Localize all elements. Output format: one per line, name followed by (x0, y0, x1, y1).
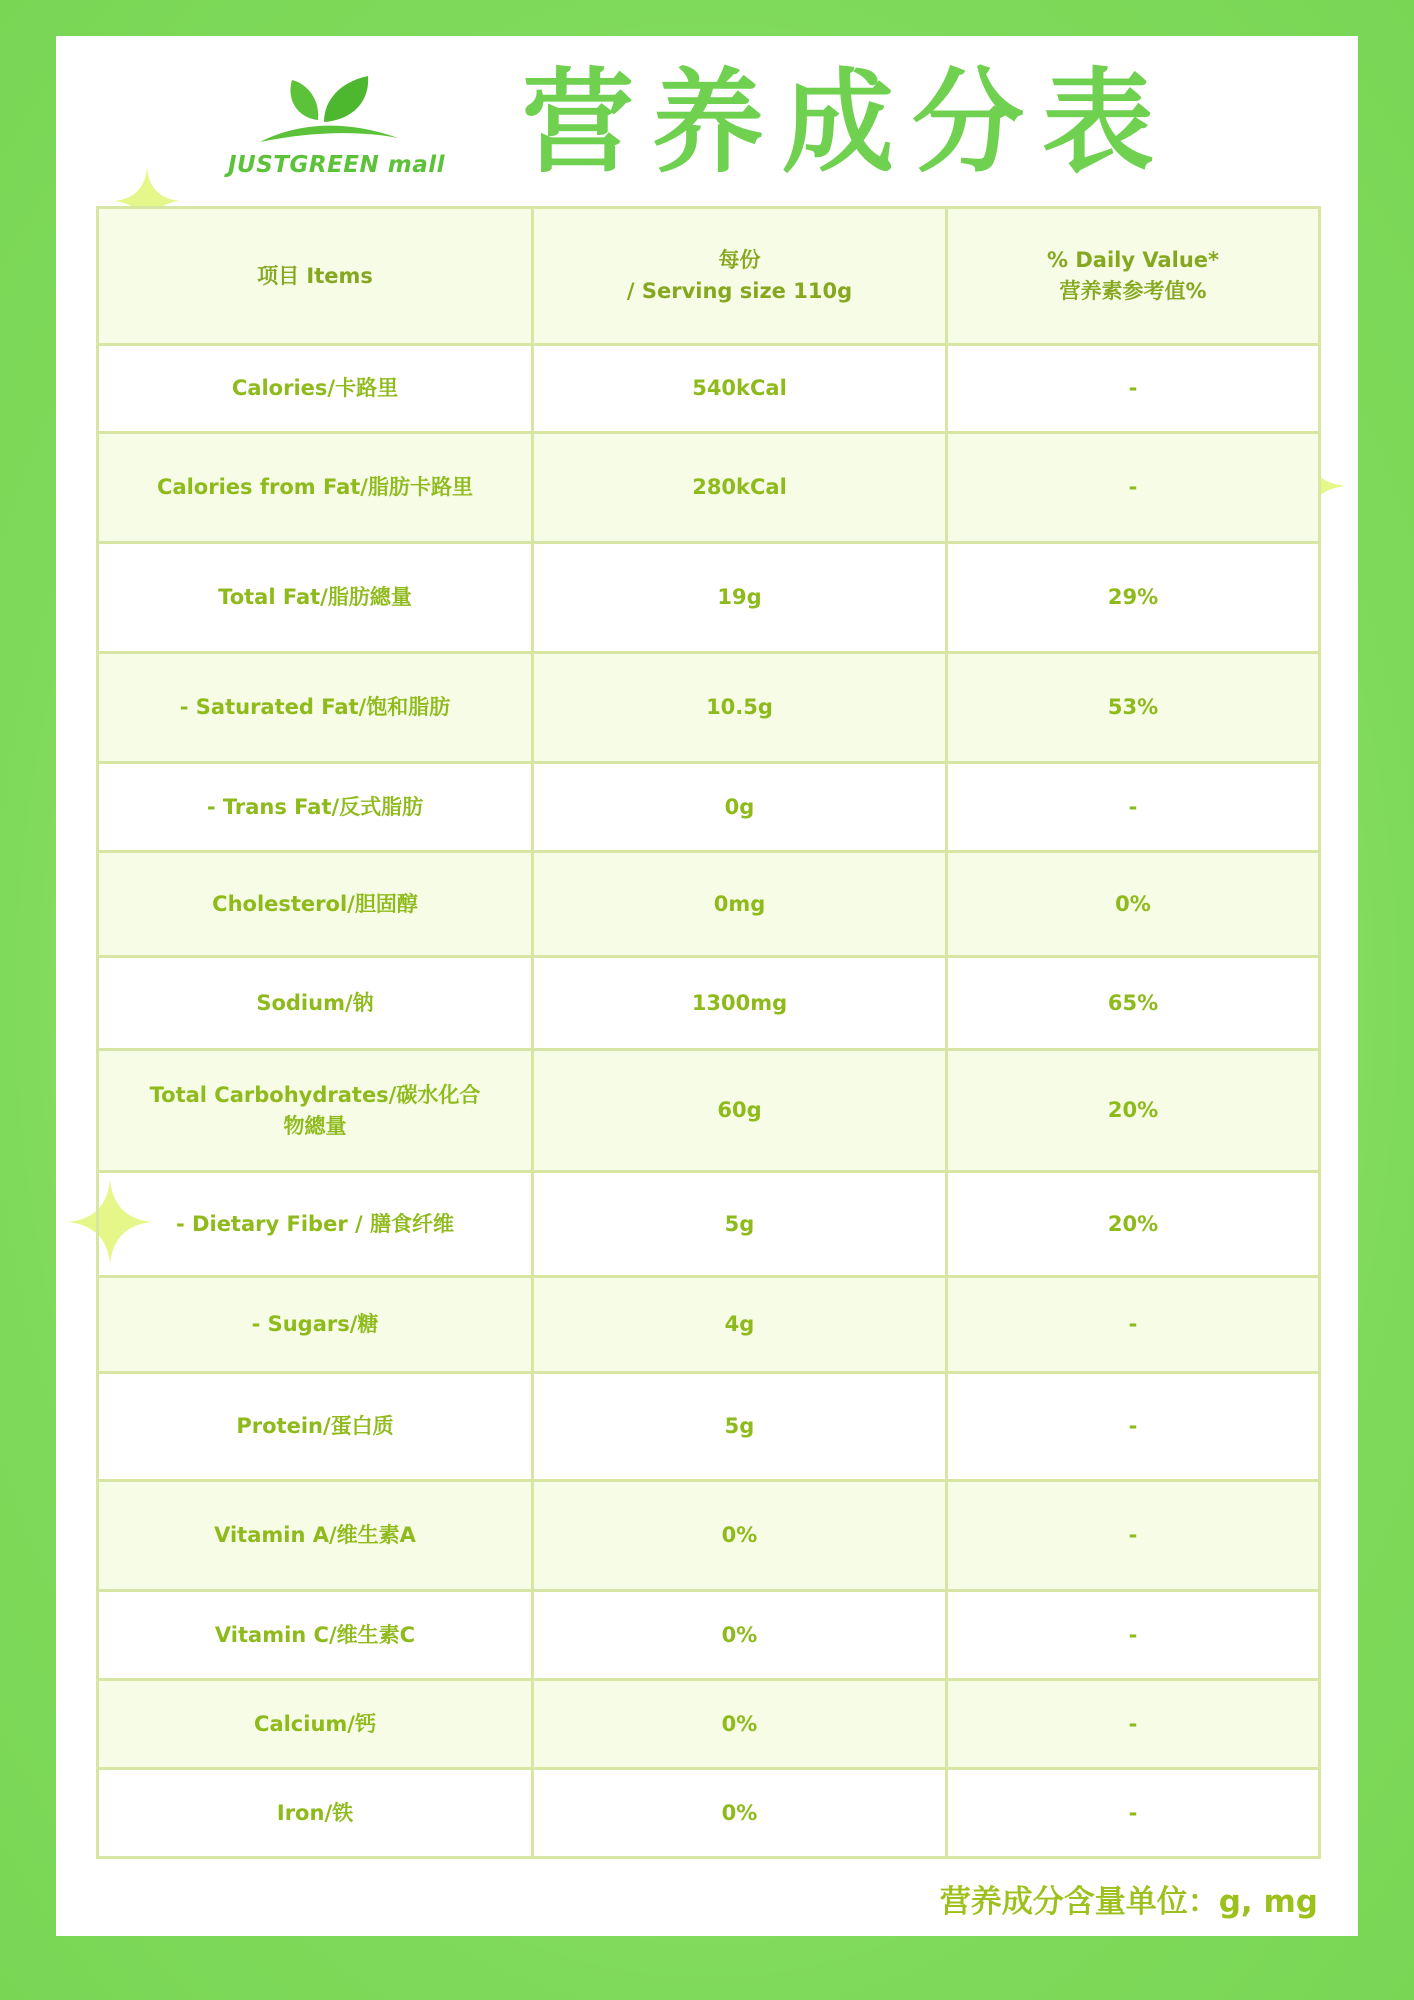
row-amount: 19g (533, 543, 947, 653)
row-daily-value: 20% (947, 1172, 1320, 1277)
row-daily-value: 65% (947, 957, 1320, 1050)
table-row (98, 852, 1320, 957)
row-item: Sodium/钠 (98, 957, 533, 1050)
row-amount: 0% (533, 1481, 947, 1591)
row-amount: 5g (533, 1172, 947, 1277)
row-amount: 0% (533, 1769, 947, 1858)
row-amount: 0% (533, 1680, 947, 1769)
header-items: 项目 Items (98, 208, 533, 345)
row-daily-value: 29% (947, 543, 1320, 653)
table-row (98, 1277, 1320, 1373)
row-amount: 5g (533, 1373, 947, 1481)
leaf-logo-icon (258, 70, 408, 150)
brand-logo-text: JUSTGREEN mall (228, 152, 446, 178)
table-row (98, 1050, 1320, 1172)
row-daily-value: - (947, 1680, 1320, 1769)
table-row (98, 1591, 1320, 1680)
row-daily-value: - (947, 1373, 1320, 1481)
row-item: - Saturated Fat/饱和脂肪 (98, 653, 533, 763)
row-item: Total Carbohydrates/碳水化合 物總量 (98, 1050, 533, 1172)
header-daily-value: % Daily Value* 营养素参考值% (947, 208, 1320, 345)
row-daily-value: - (947, 1591, 1320, 1680)
table-row (98, 1481, 1320, 1591)
row-amount: 280kCal (533, 433, 947, 543)
row-amount: 540kCal (533, 345, 947, 433)
table-header-row (98, 208, 1320, 345)
brand-logo (228, 70, 448, 185)
row-daily-value: - (947, 763, 1320, 852)
unit-note: 营养成分含量单位：g, mg (939, 1884, 1318, 1920)
table-row (98, 957, 1320, 1050)
row-amount: 1300mg (533, 957, 947, 1050)
row-daily-value: 20% (947, 1050, 1320, 1172)
row-item: - Trans Fat/反式脂肪 (98, 763, 533, 852)
row-daily-value: - (947, 1769, 1320, 1858)
row-item: Vitamin C/维生素C (98, 1591, 533, 1680)
table-row (98, 1172, 1320, 1277)
nutrition-table (96, 206, 1321, 1859)
row-item: - Sugars/糖 (98, 1277, 533, 1373)
row-daily-value: 0% (947, 852, 1320, 957)
table-row (98, 345, 1320, 433)
row-item: Calories from Fat/脂肪卡路里 (98, 433, 533, 543)
row-amount: 0% (533, 1591, 947, 1680)
row-item: Iron/铁 (98, 1769, 533, 1858)
row-amount: 10.5g (533, 653, 947, 763)
table-row (98, 1680, 1320, 1769)
row-item: Vitamin A/维生素A (98, 1481, 533, 1591)
table-row (98, 433, 1320, 543)
table-row (98, 543, 1320, 653)
row-item: Total Fat/脂肪總量 (98, 543, 533, 653)
table-row (98, 763, 1320, 852)
row-daily-value: - (947, 1277, 1320, 1373)
table-row (98, 1769, 1320, 1858)
row-item: Protein/蛋白质 (98, 1373, 533, 1481)
row-daily-value: - (947, 433, 1320, 543)
row-item: Calories/卡路里 (98, 345, 533, 433)
row-amount: 4g (533, 1277, 947, 1373)
row-item: - Dietary Fiber / 膳食纤维 (98, 1172, 533, 1277)
row-item: Cholesterol/胆固醇 (98, 852, 533, 957)
table-row (98, 1373, 1320, 1481)
row-daily-value: - (947, 345, 1320, 433)
table-row (98, 653, 1320, 763)
header-serving: 每份 / Serving size 110g (533, 208, 947, 345)
row-daily-value: 53% (947, 653, 1320, 763)
row-amount: 60g (533, 1050, 947, 1172)
row-amount: 0mg (533, 852, 947, 957)
row-amount: 0g (533, 763, 947, 852)
page-title: 营养成分表 (522, 58, 1172, 188)
row-item: Calcium/钙 (98, 1680, 533, 1769)
row-daily-value: - (947, 1481, 1320, 1591)
